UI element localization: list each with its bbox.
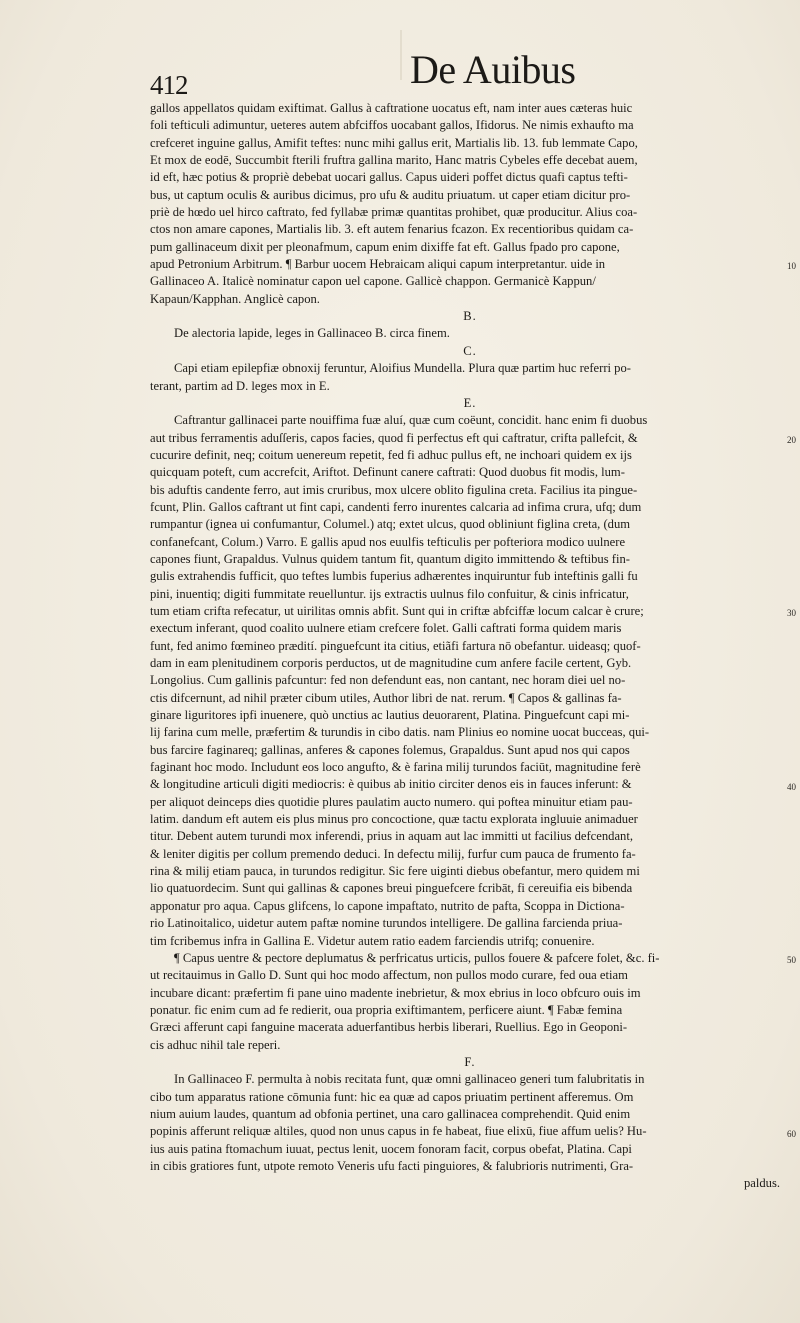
text-line: Gallinaceo A. Italicè nominatur capon uel capone. Gallicè chappon. Germanicè Kappun/ <box>150 274 596 289</box>
text-line: ctis difcernunt, ad nihil præter cibum utiles, Author libri de nat. rerum. ¶ Capos & gallinas fa- <box>150 690 622 705</box>
text-line: in cibis gratiores funt, utpote remoto Veneris ufu facti pinguiores, & falubrioris nutrimenti, Gra- <box>150 1158 634 1173</box>
text-line: Kapaun/Kapphan. Anglicè capon. <box>150 291 320 306</box>
text-line: apponatur pro aqua. Capus glifcens, lo capone impaftato, nutrito de pafta, Scoppa in Dictiona- <box>150 898 625 913</box>
text-line: apud Petronium Arbitrum. ¶ Barbur uocem Hebraicam aliqui capum interpretantur. uide in <box>150 257 606 272</box>
margin-line-number: 50 <box>787 955 796 966</box>
text-line: popinis afferunt reliquæ altiles, quod non unus capus in fe habeat, fiue elixū, fiue affum uelis? Hu- <box>150 1124 647 1139</box>
text-line: ¶ Capus uentre & pectore deplumatus & perfricatus urticis, pullos fouere & pafcere folet, &c. fi- <box>174 950 660 965</box>
text-line: Et mox de eodē, Succumbit fterili fruftra gallina marito, Hanc matris Cybeles effe decebat auem, <box>150 153 638 168</box>
text-line: rio Latinoitalico, uidetur autem paftæ nomine turundos intelligere. De gallina farcienda priua- <box>150 916 623 931</box>
text-line: lio quatuordecim. Sunt qui gallinas & capones breui pinguefcere fcribāt, fi cereuifia eis bibenda <box>150 881 633 896</box>
text-line: dam in eam plenitudinem corporis perductos, ut de magnitudine cum anfere facile certent, Gyb. <box>150 656 632 670</box>
text-line: & leniter digitis per collum premendo deduci. In defectu milij, furfur cum pauca de frumento fa- <box>150 846 636 861</box>
running-head <box>150 40 710 100</box>
text-line: & longitudine articuli digiti mediocris: è quibus ab initio circiter denos eis in fauces inferunt: & <box>150 777 632 792</box>
text-line: nium auium laudes, quantum ad obfonia pertinet, una caro gallinacea comprehendit. Quid enim <box>150 1106 631 1121</box>
margin-line-number: 60 <box>787 1128 796 1139</box>
text-line: lij farina cum melle, præfertim & turundis in cibo datis. nam Plinius eo nomine uocat bucceas, qui- <box>150 725 650 740</box>
text-line: confanefcant, Colum.) Varro. E gallis apud nos euulfis tefticulis per pofteriora modico uulnere <box>150 534 626 549</box>
text-line: Capi etiam epilepfiæ obnoxij feruntur, Aloifius Mundella. Plura quæ partim huc referri po- <box>174 361 631 376</box>
text-line: tim fcribemus infra in Gallina E. Videtur autem ratio eadem farciendis utrifq; conuenire. <box>150 933 595 948</box>
margin-line-number: 20 <box>787 434 796 445</box>
text-line: gulis extrahendis fufficit, quo teftes lumbis fuperius adhærentes inquiruntur fub inteftinis galli fu <box>150 569 638 584</box>
text-line: titur. Debent autem turundi mox inferendi, prius in aquam aut lac immitti ut facilius defcendant, <box>150 829 633 844</box>
text-line: In Gallinaceo F. permulta à nobis recitata funt, quæ omni gallinaceo generi tum falubritatis in <box>174 1072 645 1087</box>
text-line: ginare liguritores ipfi inuenere, quò unctius ac lautius deuorarent, Platina. Pinguefcunt capi mi- <box>150 708 630 723</box>
text-line: bus, ut captum oculis & auribus dicimus, pro ufu & auditu priuatum. ut caper etiam dicitur pro- <box>150 187 631 202</box>
text-line: bis aduftis candente ferro, aut imis cruribus, mox ulcere oblito figulina creta. Facilius ita pingue- <box>150 482 638 497</box>
text-line: incubare dicant: præfertim fi pane uino madente inebrietur, & mox ebrius in loco obfcuro ouis im <box>150 985 641 1000</box>
text-line: De alectoria lapide, leges in Gallinaceo B. circa finem. <box>174 326 450 341</box>
text-line: bus farcire faginareq; gallinas, anferes & capones folemus, Grapaldus. Sunt apud nos qui capos <box>150 742 630 757</box>
text-line: cucurire definit, neq; coitum uenereum repetit, fed fi adhuc pullus eft, ne inchoari quidem ex ijs <box>150 447 632 462</box>
text-line: quicquam poteft, cum accrefcit, Ariftot. Definunt canere caftrati: Quod duobus fit modis, lum- <box>150 465 625 480</box>
text-line: aut tribus ferramentis aduſſeris, capos facies, quod fi perfectus eft qui caftratur, crifta pallefcit, & <box>150 430 638 445</box>
text-line: Græci afferunt capi fanguine macerata aduerfantibus herbis liberari, Ruellius. Ego in Geoponi- <box>150 1020 628 1035</box>
text-line: ponatur. fic enim cum ad fe redierit, oua propria exiftimantem, perficere aiunt. ¶ Fabæ femina <box>150 1002 623 1017</box>
page-number: 412 <box>150 70 188 100</box>
margin-line-number: 30 <box>787 608 796 619</box>
text-line: latim. dandum eft autem eis plus minus pro concoctione, quæ tactu explorata ingluuie animaduer <box>150 812 638 827</box>
text-line: priè de hœdo uel hirco caftrato, fed fyllabæ primæ quantitas prohibet, quæ producitur. Alius coa- <box>150 205 638 220</box>
text-line: rumpantur (ignea ui confumantur, Columel.) atq; extet ulcus, quod obliniunt figlina creta, (dum <box>150 517 631 532</box>
text-line: paldus. <box>743 1176 780 1191</box>
text-line: capones fiunt, Grapaldus. Vulnus quidem tantum fit, quantum digito immittendo & teftibus fin- <box>150 551 630 566</box>
section-letter: C. <box>463 343 477 358</box>
margin-line-number: 10 <box>787 261 796 272</box>
text-line: ius auis patina ftomachum iuuat, pectus lenit, uocem fonoram facit, corpus obefat, Platina. Capi <box>150 1141 632 1156</box>
text-line: pini, inuentiq; digiti fummitate reuelluntur. ijs extractis uulnus filo confuitur, & cinis infricatur, <box>150 586 629 601</box>
text-line: cibo tum apparatus ratione cōmunia funt: hic ea quæ ad capos priuatim pertinent afferemus. Om <box>150 1089 634 1104</box>
text-line: foli tefticuli adimuntur, ueteres autem abfciffos uocabant gallos, Ifidorus. Ne nimis exhaufto ma <box>150 118 634 133</box>
text-line: rina & milij etiam pauca, in turundos redigitur. Sic fere uiginti diebus obefantur, mero quidem mi <box>150 864 640 879</box>
text-line: ut recitauimus in Gallo D. Sunt qui hoc modo affectum, non pullos modo curare, fed oua etiam <box>150 968 628 983</box>
section-letter: B. <box>463 309 477 324</box>
text-line: ctos non amare capones, Martialis lib. 3. eft autem fenarius fcazon. Ex recentioribus quidam ca- <box>150 222 634 237</box>
text-line: id eft, hæc potius & propriè debebat uocari gallus. Capus uideri poffet dictus quafi captus tefti- <box>150 170 628 185</box>
section-letter: E. <box>463 395 477 410</box>
margin-line-number: 40 <box>787 781 796 792</box>
text-line: tum etiam crifta refecatur, ut uirilitas omnis abfit. Sunt qui in criftæ abfciffæ locum calcar è crure; <box>150 603 644 618</box>
section-letter: F. <box>464 1054 476 1069</box>
text-line: crefceret inguine gallus, Amifit teftes: nunc mihi gallus erit, Martialis lib. 13. fub lemmate Capo, <box>150 135 638 150</box>
text-line: pum gallinaceum dixit per pleonafmum, capum enim dixiffe fat eft. Gallus fpado pro capone, <box>150 239 620 254</box>
text-line: terant, partim ad D. leges mox in E. <box>150 378 330 393</box>
text-line: Longolius. Cum gallinis pafcuntur: fed non defendunt eas, non cantant, nec horam diei uel no- <box>150 673 626 688</box>
text-line: faginant hoc modo. Includunt eos loco angufto, & è farina milij turundos faciūt, magnitudine ferè <box>150 760 641 775</box>
body-text <box>150 100 796 1193</box>
text-line: cis adhuc nihil tale reperi. <box>150 1037 281 1052</box>
text-line: funt, fed animo fœmineo prædití. pinguefcunt ita citius, etiãfi fartura nō obefantur. uideasq; quof- <box>150 638 641 653</box>
text-line: exectum inferant, quod coalito uulnere etiam crefcere folet. Galli caftrati forma quidem maris <box>150 621 622 636</box>
text-line: gallos appellatos quidam exiftimat. Gallus à caftratione uocatus eft, nam inter aues cæteras huic <box>150 101 633 115</box>
text-line: per aliquot deinceps dies quotidie plures paulatim aucto numero. qui poftea minuitur etiam pau- <box>150 794 633 809</box>
text-line: fcunt, Plin. Gallos caftrant ut fint capi, candenti ferro inurentes calcaria ad infima crura, ufq; dum <box>150 499 642 514</box>
text-line: Caftrantur gallinacei parte nouiffima fuæ aluí, quæ cum coëunt, concidit. hanc enim fi duobus <box>174 413 648 428</box>
running-title: De Auibus <box>410 47 576 92</box>
